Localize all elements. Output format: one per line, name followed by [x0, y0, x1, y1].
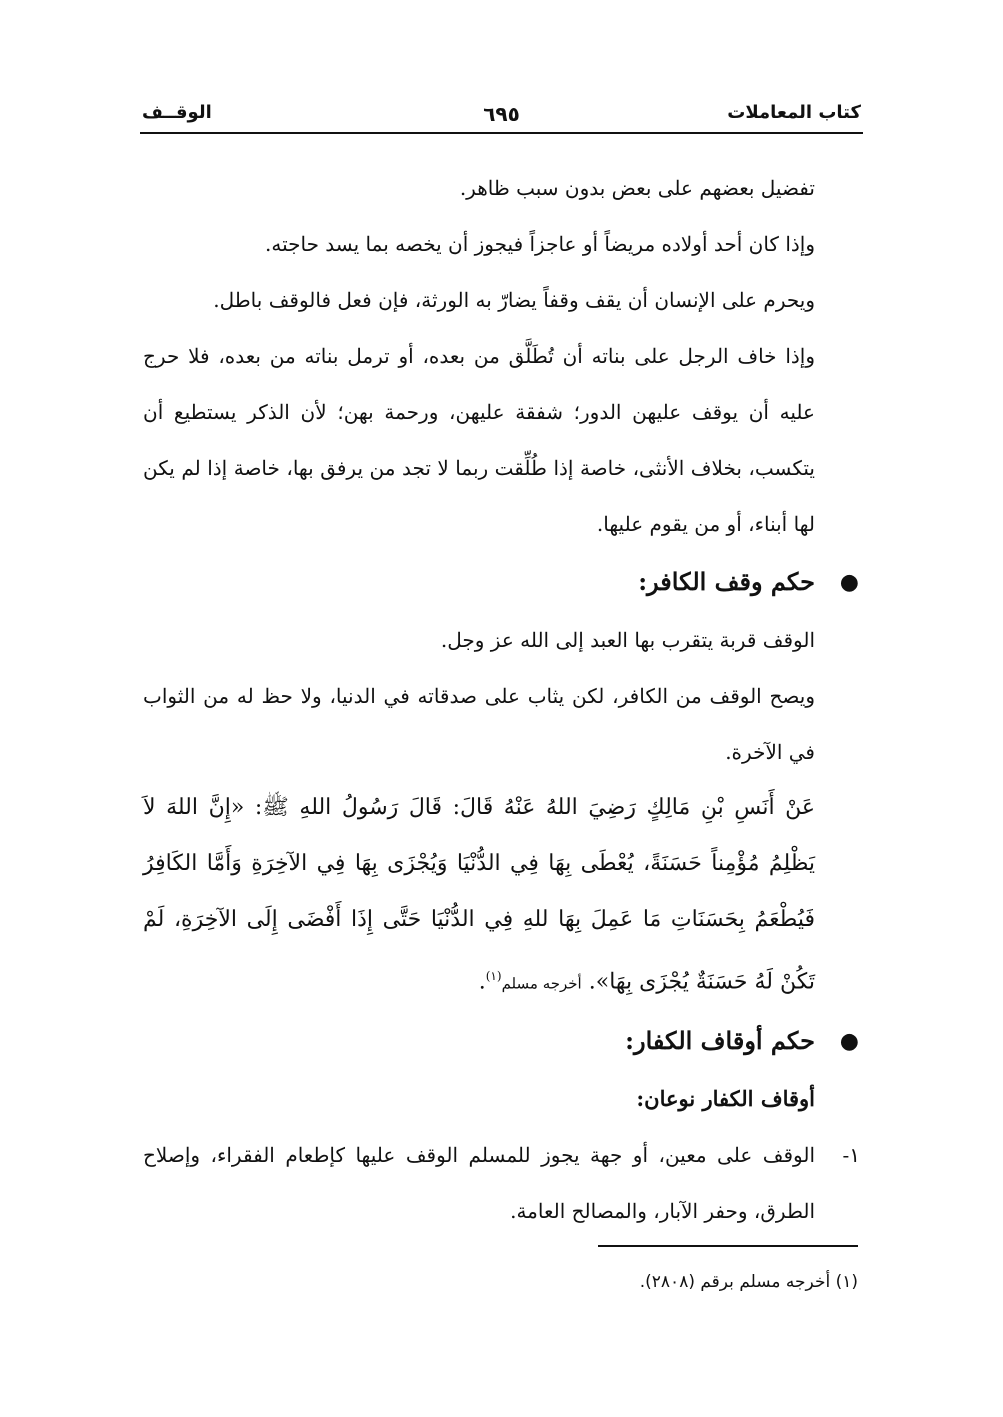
footnote-divider [598, 1245, 858, 1247]
hadith-source: أخرجه مسلم [501, 974, 582, 993]
paragraph: ويحرم على الإنسان أن يقف وقفاً يضارّ به الورثة، فإن فعل فالوقف باطل. [213, 288, 815, 312]
hadith-body: عَنْ أَنَسِ بْنِ مَالِكٍ رَضِيَ اللهُ عَنْهُ قَالَ: قَالَ رَسُولُ اللهِ ﷺ: «إِنَّ اللهَ لاَ يَظْلِمُ مُؤْمِناً حَسَنَةً، يُعْطَى بِهَا فِي الدُّنْيَا وَيُجْزَى بِهَا فِي الآخِرَةِ وَأَمَّا الكَافِرُ فَيُطْعَمُ بِحَسَنَاتِ مَا عَمِلَ بِهَا للهِ فِي الدُّنْيَا حَتَّى إِذَا أَفْضَى إِلَى الآخِرَةِ، لَمْ تَكُنْ لَهُ حَسَنَةٌ يُجْزَى بِهَا». [143, 795, 815, 995]
subheading: أوقاف الكفار نوعان: [636, 1086, 815, 1112]
list-item-number: ١- [842, 1143, 860, 1168]
hadith-text: عَنْ أَنَسِ بْنِ مَالِكٍ رَضِيَ اللهُ عَنْهُ قَالَ: قَالَ رَسُولُ اللهِ ﷺ: «إِنَّ اللهَ لاَ يَظْلِمُ مُؤْمِناً حَسَنَةً، يُعْطَى بِهَا فِي الدُّنْيَا وَيُجْزَى بِهَا فِي الآخِرَةِ وَأَمَّا الكَافِرُ فَيُطْعَمُ بِحَسَنَاتِ مَا عَمِلَ بِهَا للهِ فِي الدُّنْيَا حَتَّى إِذَا أَفْضَى إِلَى الآخِرَةِ، لَمْ تَكُنْ لَهُ حَسَنَةٌ يُجْزَى بِهَا». أخرجه مسلم$^{(١)}$. [143, 795, 815, 995]
paragraph: تفضيل بعضهم على بعض بدون سبب ظاهر. [459, 176, 815, 200]
paragraph: ويصح الوقف من الكافر، لكن يثاب على صدقاته في الدنيا، ولا حظ له من الثواب في الآخرة. [143, 684, 815, 764]
section-heading [143, 552, 859, 612]
paragraph: وإذا كان أحد أولاده مريضاً أو عاجزاً فيجوز أن يخصه بما يسد حاجته. [265, 232, 815, 256]
list-item-text: الوقف على معين، أو جهة يجوز للمسلم الوقف عليها كإطعام الفقراء، وإصلاح الطرق، وحفر الآبار، والمصالح العامة. [143, 1143, 815, 1224]
section-heading-text: حكم وقف الكافر: [638, 567, 815, 596]
bullet-icon: ● [839, 569, 859, 595]
section-heading-text: حكم أوقاف الكفار: [625, 1026, 815, 1056]
bullet-icon: ● [839, 1028, 859, 1055]
footnote: (١) أخرجه مسلم برقم (٢٨٠٨). [639, 1272, 858, 1292]
book-title: كتاب المعاملات [727, 102, 861, 123]
chapter-title: الوقــف [142, 102, 212, 123]
section-heading [143, 1011, 859, 1071]
list-item [143, 1127, 860, 1239]
paragraph: الوقف قربة يتقرب بها العبد إلى الله عز وجل. [440, 628, 815, 652]
page-header [140, 96, 863, 134]
page-body [143, 160, 860, 1239]
page-number: ٦٩٥ [483, 102, 520, 126]
footnote-ref[interactable]: (١) [485, 969, 502, 983]
paragraph: وإذا خاف الرجل على بناته أن تُطَلَّق من بعده، أو ترمل بناته من بعده، فلا حرج عليه أن يوقف عليهن الدور؛ شفقة عليهن، ورحمة بهن؛ لأن الذكر يستطيع أن يتكسب، بخلاف الأنثى، خاصة إذا طُلِّقت ربما لا تجد من يرفق بها، خاصة إذا لم يكن لها أبناء، أو من يقوم عليها. [143, 344, 815, 536]
